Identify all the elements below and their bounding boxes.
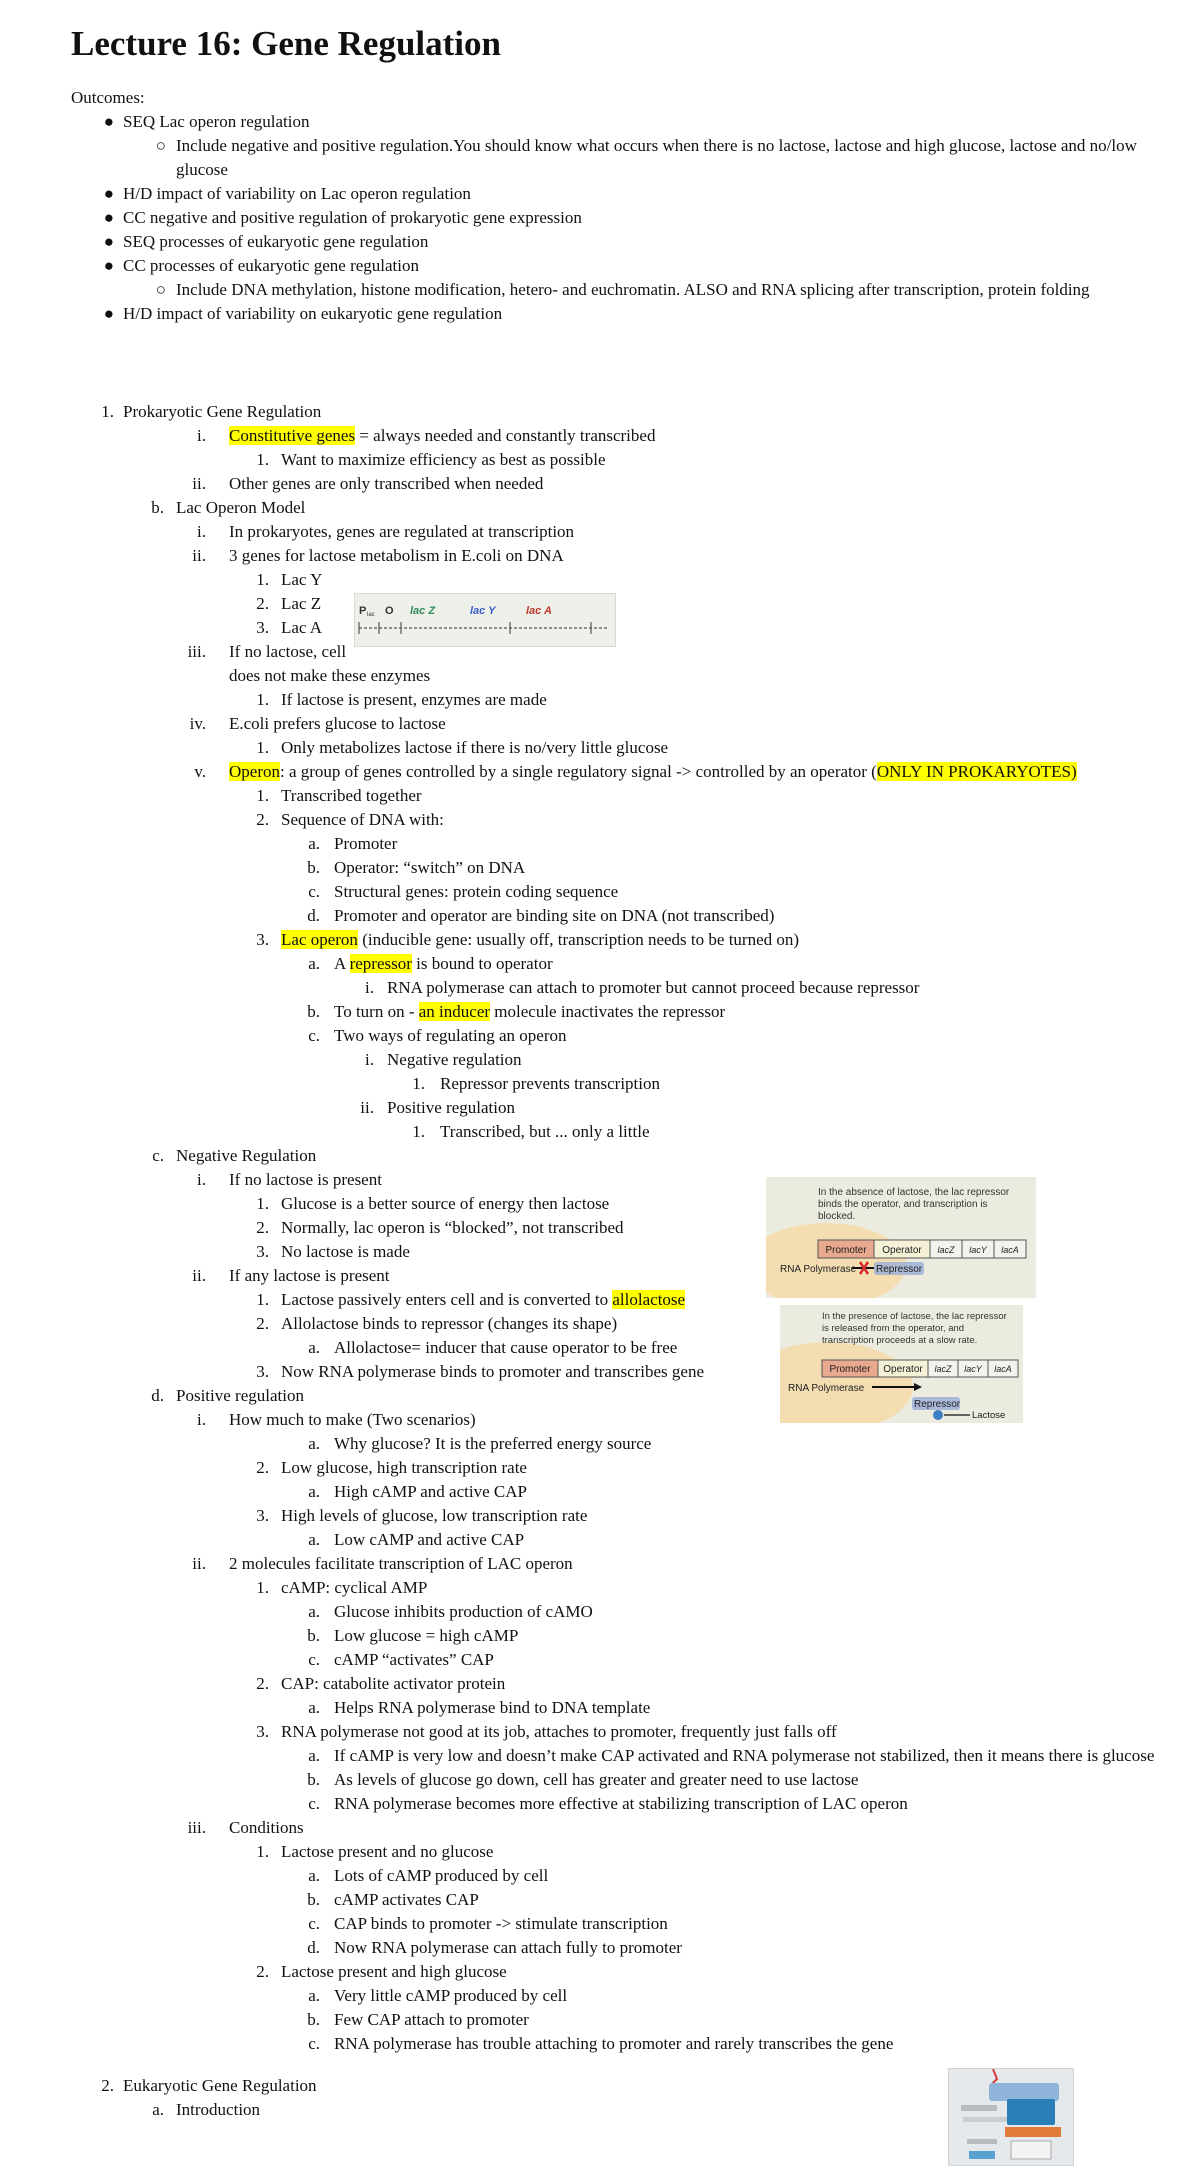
section-heading: Eukaryotic Gene Regulation	[123, 2076, 317, 2095]
list-item: Transcribed, but ... only a little	[440, 1122, 650, 1141]
list-marker: 1.	[256, 786, 269, 805]
figure-caption: blocked.	[818, 1211, 856, 1222]
list-marker: b.	[307, 858, 320, 877]
list-marker: 1.	[256, 1194, 269, 1213]
list-item: Helps RNA polymerase bind to DNA template	[334, 1698, 651, 1717]
list-item: Two ways of regulating an operon	[334, 1026, 567, 1045]
subsection-heading: Introduction	[176, 2100, 261, 2119]
figure-caption: transcription proceeds at a slow rate.	[822, 1335, 978, 1346]
operator-label: O	[385, 605, 394, 617]
list-item: If lactose is present, enzymes are made	[281, 690, 547, 709]
list-item: E.coli prefers glucose to lactose	[229, 714, 446, 733]
list-item: Lots of cAMP produced by cell	[334, 1866, 549, 1885]
list-marker: 2.	[256, 594, 269, 613]
list-item: Low glucose, high transcription rate	[281, 1458, 527, 1477]
list-marker: a.	[308, 834, 320, 853]
list-marker: b.	[151, 498, 164, 517]
list-marker: i.	[365, 1050, 374, 1069]
subsection-heading: Positive regulation	[176, 1386, 304, 1405]
list-item: High levels of glucose, low transcription rate	[281, 1506, 588, 1525]
list-item: Promoter	[334, 834, 398, 853]
lactose-label: Lactose	[972, 1410, 1006, 1421]
list-item: Low glucose = high cAMP	[334, 1626, 519, 1645]
list-item: RNA polymerase has trouble attaching to promoter and rarely transcribes the gene	[334, 2034, 894, 2053]
lacy-box-label: lacY	[969, 1245, 987, 1255]
bullet-marker: ●	[103, 304, 114, 323]
list-item: Sequence of DNA with:	[281, 810, 444, 829]
outcomes-label: Outcomes:	[71, 88, 145, 107]
list-item: 2 molecules facilitate transcription of LAC operon	[229, 1554, 573, 1573]
list-item: Other genes are only transcribed when needed	[229, 474, 544, 493]
list-item: Glucose is a better source of energy then lactose	[281, 1194, 610, 1213]
list-item: To turn on - an inducer molecule inactivates the repressor	[334, 1002, 726, 1021]
promoter-label: P	[359, 605, 367, 617]
list-item: Allolactose= inducer that cause operator to be free	[334, 1338, 678, 1357]
list-item: Repressor prevents transcription	[440, 1074, 660, 1093]
bullet-marker: ●	[103, 112, 114, 131]
list-marker: 2.	[101, 2076, 114, 2095]
list-item: If no lactose, cell	[229, 642, 347, 661]
list-item: cAMP “activates” CAP	[334, 1650, 494, 1669]
list-marker: 3.	[256, 1506, 269, 1525]
circle-marker: ○	[155, 136, 166, 155]
list-marker: b.	[307, 2010, 320, 2029]
list-marker: b.	[307, 1002, 320, 1021]
list-item: Lactose present and no glucose	[281, 1842, 494, 1861]
list-marker: i.	[365, 978, 374, 997]
list-marker: 1.	[256, 570, 269, 589]
list-marker: 1.	[412, 1122, 425, 1141]
list-marker: 2.	[256, 810, 269, 829]
list-marker: a.	[308, 1482, 320, 1501]
list-marker: b.	[307, 1890, 320, 1909]
list-marker: 2.	[256, 1962, 269, 1981]
list-item: Now RNA polymerase can attach fully to promoter	[334, 1938, 682, 1957]
bullet-marker: ●	[103, 232, 114, 251]
list-marker: 1.	[256, 738, 269, 757]
list-marker: a.	[308, 1530, 320, 1549]
outcome-item: H/D impact of variability on eukaryotic gene regulation	[123, 304, 503, 323]
list-marker: c.	[308, 1914, 320, 1933]
list-marker: 1.	[101, 402, 114, 421]
list-item: No lactose is made	[281, 1242, 410, 1261]
section-heading: Prokaryotic Gene Regulation	[123, 402, 322, 421]
list-marker: i.	[197, 426, 206, 445]
list-marker: ii.	[192, 1266, 206, 1285]
laca-box-label: lacA	[1001, 1245, 1019, 1255]
list-marker: a.	[308, 1866, 320, 1885]
list-marker: 1.	[256, 1578, 269, 1597]
list-marker: i.	[197, 522, 206, 541]
list-item-continued: does not make these enzymes	[229, 666, 431, 685]
outcome-subitem-continued: glucose	[176, 160, 228, 179]
list-item: If any lactose is present	[229, 1266, 390, 1285]
list-item: Lac A	[281, 618, 323, 637]
list-marker: iii.	[187, 642, 206, 661]
list-marker: 2.	[256, 1218, 269, 1237]
list-marker: 3.	[256, 1722, 269, 1741]
repressor-label: Repressor	[876, 1264, 923, 1275]
list-marker: i.	[197, 1410, 206, 1429]
list-item: In prokaryotes, genes are regulated at transcription	[229, 522, 575, 541]
list-item: Very little cAMP produced by cell	[334, 1986, 568, 2005]
bullet-marker: ●	[103, 256, 114, 275]
list-item: Why glucose? It is the preferred energy source	[334, 1434, 652, 1453]
list-item: Lac operon (inducible gene: usually off, transcription needs to be turned on)	[281, 930, 800, 949]
bullet-marker: ●	[103, 208, 114, 227]
lac-operon-map-figure	[354, 593, 616, 647]
list-marker: a.	[308, 954, 320, 973]
list-marker: v.	[194, 762, 206, 781]
list-marker: 1.	[256, 690, 269, 709]
list-marker: a.	[308, 1698, 320, 1717]
list-item: Lactose present and high glucose	[281, 1962, 507, 1981]
rna-polymerase-label: RNA Polymerase	[788, 1383, 865, 1394]
highlighted-term: allolactose	[612, 1290, 686, 1309]
highlighted-term: ONLY IN PROKARYOTES)	[876, 762, 1077, 781]
highlighted-term: an inducer	[418, 1002, 491, 1021]
subsection-heading: Lac Operon Model	[176, 498, 306, 517]
outcome-subitem: Include negative and positive regulation.You should know what occurs when there is no lactose, lactose and high glucose, lactose and no/low	[176, 136, 1137, 155]
list-marker: a.	[308, 1746, 320, 1765]
lacy-label: lac Y	[470, 605, 496, 617]
outcome-item: CC processes of eukaryotic gene regulation	[123, 256, 419, 275]
list-marker: c.	[308, 1026, 320, 1045]
list-marker: 3.	[256, 618, 269, 637]
outcome-item: H/D impact of variability on Lac operon regulation	[123, 184, 471, 203]
list-item: Constitutive genes = always needed and constantly transcribed	[229, 426, 656, 445]
list-item: Conditions	[229, 1818, 304, 1837]
outcome-item: CC negative and positive regulation of prokaryotic gene expression	[123, 208, 582, 227]
highlighted-term: repressor	[349, 954, 412, 973]
list-marker: a.	[308, 1434, 320, 1453]
circle-marker: ○	[155, 280, 166, 299]
list-marker: iii.	[187, 1818, 206, 1837]
list-marker: 3.	[256, 930, 269, 949]
list-marker: c.	[308, 1794, 320, 1813]
list-marker: a.	[308, 1602, 320, 1621]
list-marker: a.	[308, 1986, 320, 2005]
list-item: Positive regulation	[387, 1098, 515, 1117]
list-item: RNA polymerase becomes more effective at stabilizing transcription of LAC operon	[334, 1794, 908, 1813]
list-item: Allolactose binds to repressor (changes its shape)	[281, 1314, 618, 1333]
list-marker: d.	[151, 1386, 164, 1405]
figure-caption: In the absence of lactose, the lac repressor	[818, 1187, 1010, 1198]
list-marker: d.	[307, 1938, 320, 1957]
list-item: CAP binds to promoter -> stimulate transcription	[334, 1914, 668, 1933]
list-marker: 1.	[256, 1290, 269, 1309]
lactose-absence-figure	[766, 1177, 1036, 1298]
list-marker: c.	[308, 882, 320, 901]
list-item: Only metabolizes lactose if there is no/very little glucose	[281, 738, 669, 757]
list-item: Few CAP attach to promoter	[334, 2010, 529, 2029]
outcome-subitem: Include DNA methylation, histone modification, hetero- and euchromatin. ALSO and RNA splicing after transcription, protein folding	[176, 280, 1090, 299]
list-marker: 1.	[412, 1074, 425, 1093]
list-marker: c.	[308, 1650, 320, 1669]
list-item: 3 genes for lactose metabolism in E.coli on DNA	[229, 546, 564, 565]
lacz-box-label: lacZ	[934, 1364, 952, 1374]
list-item: Lac Z	[281, 594, 322, 613]
list-marker: d.	[307, 906, 320, 925]
lactose-molecule-icon	[933, 1410, 943, 1420]
list-item: Want to maximize efficiency as best as possible	[281, 450, 606, 469]
list-item: Lactose passively enters cell and is converted to allolactose	[281, 1290, 686, 1309]
repressor-label: Repressor	[914, 1399, 961, 1410]
list-marker: iv.	[189, 714, 206, 733]
operator-box-label: Operator	[883, 1364, 923, 1375]
list-item: Operator: “switch” on DNA	[334, 858, 526, 877]
list-marker: 3.	[256, 1242, 269, 1261]
list-item: Negative regulation	[387, 1050, 522, 1069]
list-marker: i.	[197, 1170, 206, 1189]
outcome-item: SEQ processes of eukaryotic gene regulation	[123, 232, 429, 251]
list-item: Now RNA polymerase binds to promoter and transcribes gene	[281, 1362, 705, 1381]
bullet-marker: ●	[103, 184, 114, 203]
rna-polymerase-label: RNA Polymerase	[780, 1264, 857, 1275]
list-marker: ii.	[192, 474, 206, 493]
list-item: Transcribed together	[281, 786, 422, 805]
laca-label: lac A	[526, 605, 552, 617]
list-marker: 1.	[256, 1842, 269, 1861]
figure-caption: binds the operator, and transcription is	[818, 1199, 988, 1210]
figure-caption: is released from the operator, and	[822, 1323, 965, 1334]
list-item: A repressor is bound to operator	[334, 954, 553, 973]
list-item: cAMP: cyclical AMP	[281, 1578, 428, 1597]
page-title: Lecture 16: Gene Regulation	[71, 24, 501, 63]
list-item: Operon: a group of genes controlled by a single regulatory signal -> controlled by an operator (ONLY IN PROKARYOTES)	[229, 762, 1077, 781]
laca-box-label: lacA	[994, 1364, 1012, 1374]
list-marker: ii.	[192, 546, 206, 565]
list-item: RNA polymerase not good at its job, attaches to promoter, frequently just falls off	[281, 1722, 837, 1741]
lacy-box-label: lacY	[964, 1364, 982, 1374]
list-marker: 2.	[256, 1458, 269, 1477]
promoter-subscript: lac	[367, 612, 375, 618]
list-marker: 2.	[256, 1674, 269, 1693]
operator-box-label: Operator	[882, 1245, 922, 1256]
list-item: cAMP activates CAP	[334, 1890, 479, 1909]
list-item: Lac Y	[281, 570, 323, 589]
lactose-presence-figure	[780, 1305, 1023, 1423]
list-marker: 1.	[256, 450, 269, 469]
list-item: RNA polymerase can attach to promoter but cannot proceed because repressor	[387, 978, 920, 997]
list-item: CAP: catabolite activator protein	[281, 1674, 506, 1693]
list-item: Low cAMP and active CAP	[334, 1530, 525, 1549]
subsection-heading: Negative Regulation	[176, 1146, 317, 1165]
list-marker: c.	[152, 1146, 164, 1165]
list-marker: b.	[307, 1626, 320, 1645]
highlighted-term: Constitutive genes	[229, 426, 356, 445]
list-marker: a.	[152, 2100, 164, 2119]
list-marker: 2.	[256, 1314, 269, 1333]
figure-caption: In the presence of lactose, the lac repressor	[822, 1311, 1007, 1322]
lacz-label: lac Z	[410, 605, 436, 617]
list-item: High cAMP and active CAP	[334, 1482, 527, 1501]
outcome-item: SEQ Lac operon regulation	[123, 112, 310, 131]
promoter-box-label: Promoter	[825, 1245, 867, 1256]
eukaryotic-regulation-figure	[948, 2068, 1074, 2166]
highlighted-term: Operon	[229, 762, 280, 781]
list-item: Promoter and operator are binding site on DNA (not transcribed)	[334, 906, 775, 925]
list-marker: c.	[308, 2034, 320, 2053]
list-marker: a.	[308, 1338, 320, 1357]
promoter-box-label: Promoter	[829, 1364, 871, 1375]
list-item: Glucose inhibits production of cAMO	[334, 1602, 593, 1621]
lacz-box-label: lacZ	[937, 1245, 955, 1255]
list-item: If no lactose is present	[229, 1170, 382, 1189]
list-item: Structural genes: protein coding sequence	[334, 882, 619, 901]
list-marker: 3.	[256, 1362, 269, 1381]
list-marker: b.	[307, 1770, 320, 1789]
list-item: How much to make (Two scenarios)	[229, 1410, 476, 1429]
list-item: As levels of glucose go down, cell has greater and greater need to use lactose	[334, 1770, 859, 1789]
list-marker: ii.	[192, 1554, 206, 1573]
arrow-right-icon	[914, 1383, 922, 1391]
highlighted-term: Lac operon	[281, 930, 358, 949]
list-marker: ii.	[360, 1098, 374, 1117]
list-item: If cAMP is very low and doesn’t make CAP activated and RNA polymerase not stabilized, then it means there is glucose	[334, 1746, 1155, 1765]
list-item: Normally, lac operon is “blocked”, not transcribed	[281, 1218, 624, 1237]
